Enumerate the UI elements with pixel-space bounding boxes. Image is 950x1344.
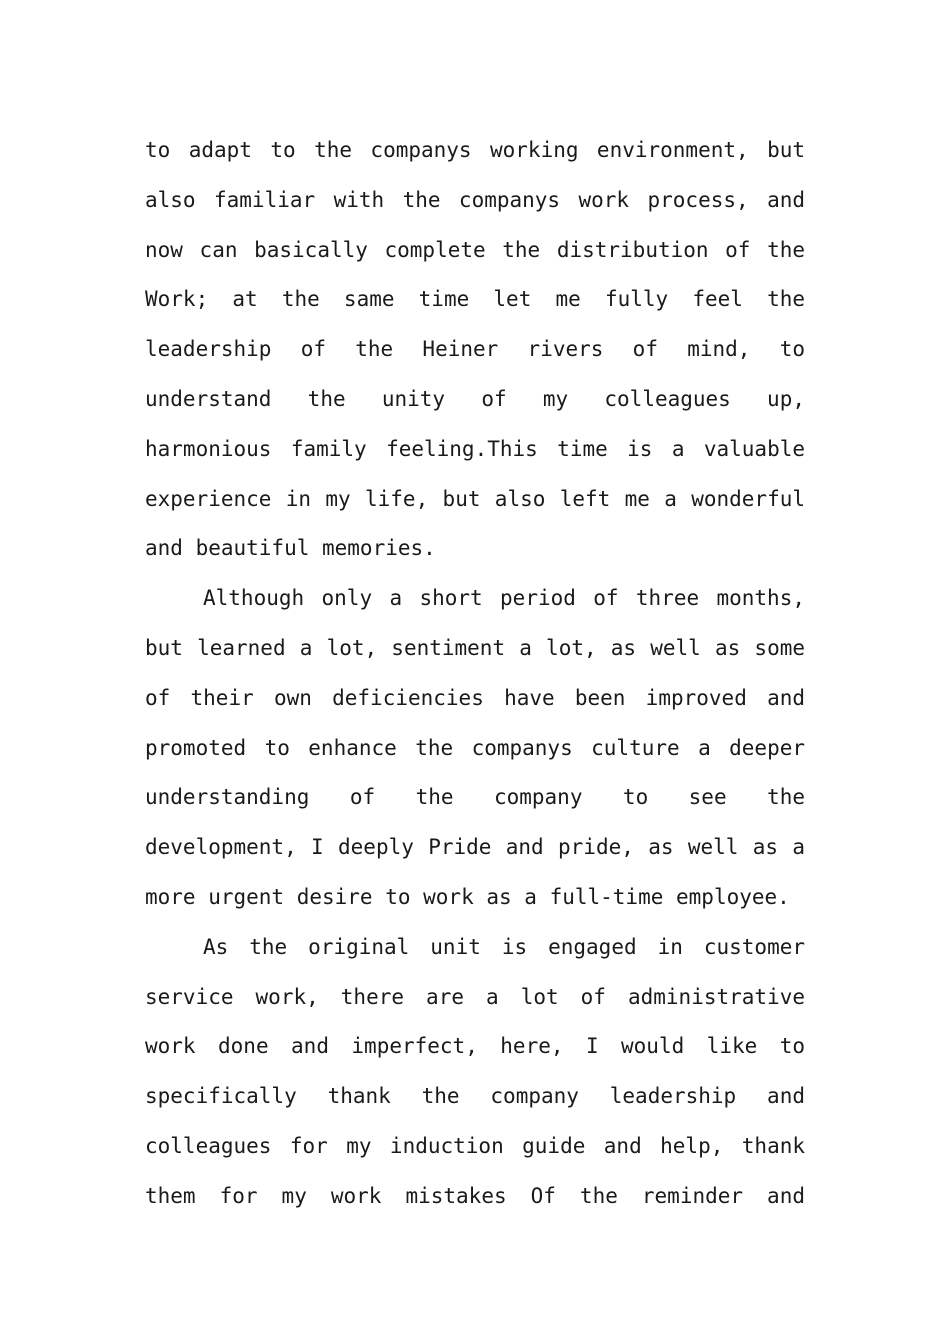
paragraph-1-line: leadership of the Heiner rivers of mind, to — [145, 337, 805, 362]
paragraph-2-line: understanding of the company to see the — [145, 785, 805, 810]
paragraph-1-line: to adapt to the companys working environment, but — [145, 138, 805, 162]
paragraph-1-line: understand the unity of my colleagues up, — [145, 386, 805, 411]
paragraph-1-line: and beautiful memories. — [145, 536, 436, 561]
paragraph-3-line: specifically thank the company leadership and — [145, 1084, 805, 1109]
paragraph-3-line: colleagues for my induction guide and help, thank — [145, 1133, 805, 1158]
paragraph-3-line: work done and imperfect, here, I would like to — [145, 1034, 805, 1059]
paragraph-2-line: more urgent desire to work as a full-time employee. — [145, 884, 790, 909]
paragraph-2-line: Although only a short period of three months, — [203, 586, 805, 611]
paragraph-3-line: them for my work mistakes Of the reminder and — [145, 1183, 805, 1208]
paragraph-3-line: service work, there are a lot of administrative — [145, 984, 805, 1009]
paragraph-2-line: of their own deficiencies have been improved and — [145, 685, 805, 710]
paragraph-1-line: also familiar with the companys work process, and — [145, 187, 805, 212]
paragraph-1-line: now can basically complete the distribution of the — [145, 237, 805, 262]
paragraph-2-line: development, I deeply Pride and pride, as well as a — [145, 835, 805, 860]
paragraph-1-line: harmonious family feeling.This time is a valuable — [145, 436, 805, 461]
paragraph-3-line: As the original unit is engaged in customer — [203, 934, 805, 959]
paragraph-2-line: but learned a lot, sentiment a lot, as well as some — [145, 635, 805, 660]
paragraph-1-line: Work; at the same time let me fully feel the — [145, 287, 805, 312]
paragraph-1-line: experience in my life, but also left me a wonderful — [145, 486, 805, 511]
paragraph-2-line: promoted to enhance the companys culture a deeper — [145, 735, 805, 760]
body-text — [145, 126, 805, 1222]
